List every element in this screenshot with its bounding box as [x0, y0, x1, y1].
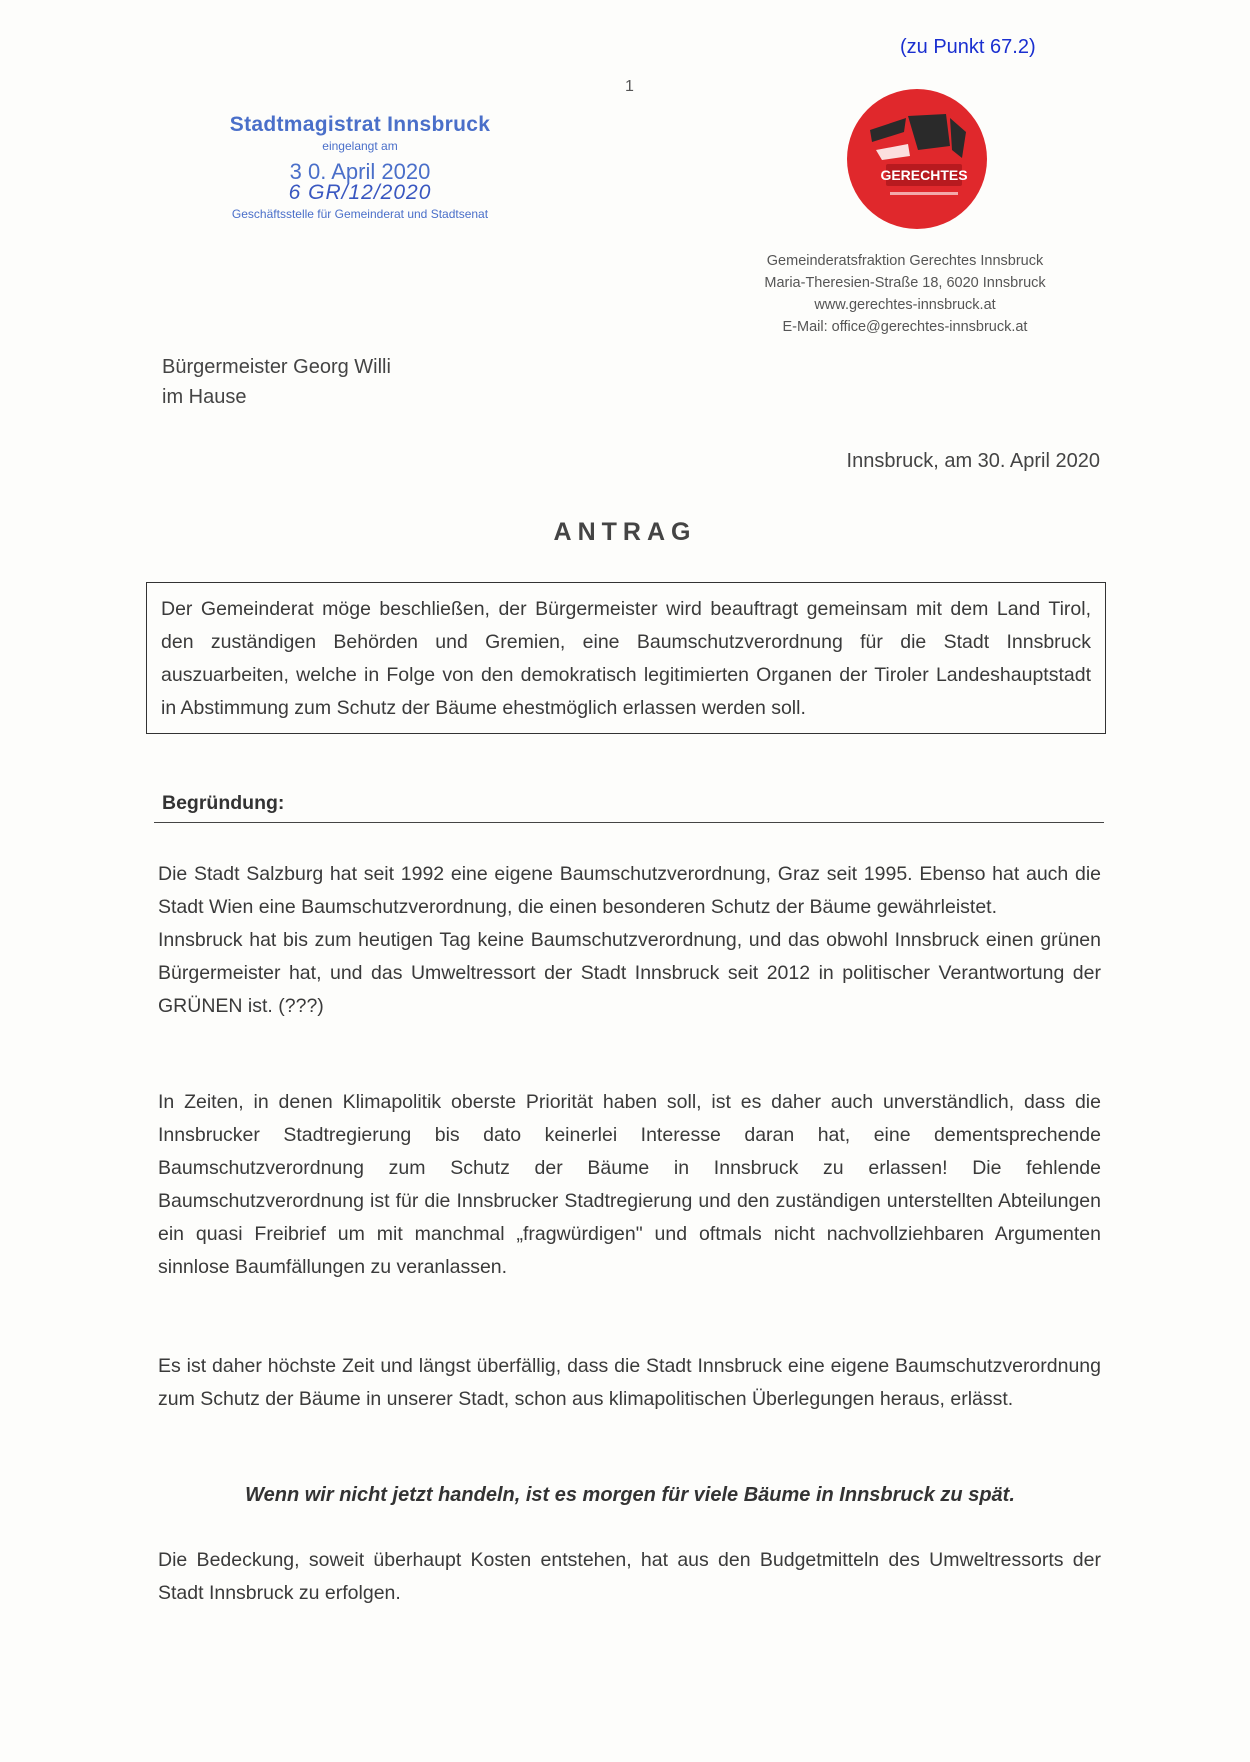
stamp-date: 3 0. April 2020 — [289, 159, 431, 184]
emphasis-statement: Wenn wir nicht jetzt handeln, ist es morgen für viele Bäume in Innsbruck zu spät. — [245, 1484, 1015, 1506]
recipient-block — [162, 352, 391, 412]
sender-address — [700, 250, 1110, 338]
document-title: ANTRAG — [553, 518, 697, 546]
sender-email: E-Mail: office@gerechtes-innsbruck.at — [782, 319, 1028, 335]
sender-street: Maria-Theresien-Straße 18, 6020 Innsbruck — [764, 275, 1046, 291]
stamp-office: Geschäftsstelle für Gemeinderat und Stadtsenat — [231, 207, 489, 221]
logo-text: GERECHTES — [880, 167, 968, 183]
paragraph-climate-policy: In Zeiten, in denen Klimapolitik oberste Priorität haben soll, ist es daher auch unverständlich, dass die Innsbrucker Stadtregierung bis dato keinerlei Interesse daran hat, eine dementsprechende Baumschutzverordnung zum Schutz der Bäume in Innsbruck zu erlassen! Die fehlende Baumschutzverordnung ist für die Innsbrucker Stadtregierung und den zuständigen unterstellten Abteilungen ein quasi Freibrief um mit manchmal „fragwürdigen" und oftmals nicht nachvollziehbaren Argumenten sinnlose Baumfällungen zu veranlassen. — [158, 1091, 1101, 1278]
reason-heading: Begründung: — [162, 792, 285, 814]
stamp-handwritten-reference: 6 GR/12/2020 — [288, 181, 432, 204]
paragraph-funding: Die Bedeckung, soweit überhaupt Kosten entstehen, hat aus den Budgetmitteln des Umweltressorts der Stadt Innsbruck zu erfolgen. — [158, 1549, 1101, 1604]
stamp-title: Stadtmagistrat Innsbruck — [229, 113, 491, 136]
stamp-received-label: eingelangt am — [322, 139, 398, 153]
sender-fraction: Gemeinderatsfraktion Gerechtes Innsbruck — [766, 253, 1044, 269]
paragraph-comparison — [158, 858, 1101, 1023]
received-stamp — [200, 113, 520, 221]
recipient-location: im Hause — [162, 386, 247, 408]
motion-text-box: Der Gemeinderat möge beschließen, der Bürgermeister wird beauftragt gemeinsam mit dem Land Tirol, den zuständigen Behörden und Gremien, eine Baumschutzverordnung für die Stadt Innsbruck auszuarbeiten, welche in Folge von den demokratisch legitimierten Organen der Tiroler Landeshauptstadt in Abstimmung zum Schutz der Bäume ehestmöglich erlassen werden soll. — [146, 582, 1106, 734]
page-number: 1 — [625, 78, 634, 95]
sender-website: www.gerechtes-innsbruck.at — [814, 297, 996, 313]
recipient-name: Bürgermeister Georg Willi — [162, 356, 391, 378]
paragraph-other-cities: Die Stadt Salzburg hat seit 1992 eine eigene Baumschutzverordnung, Graz seit 1995. Ebenso hat auch die Stadt Wien eine Baumschutzverordnung, die einen besonderen Schutz der Bäume gewährleistet. — [158, 863, 1101, 918]
reference-note: (zu Punkt 67.2) — [900, 36, 1036, 58]
party-logo — [846, 88, 988, 230]
heading-divider — [154, 822, 1104, 823]
paragraph-innsbruck-status: Innsbruck hat bis zum heutigen Tag keine Baumschutzverordnung, und das obwohl Innsbruck einen grünen Bürgermeister hat, und das Umweltressort der Stadt Innsbruck seit 2012 in politischer Verantwortung der GRÜNEN ist. (???) — [158, 929, 1101, 1017]
paragraph-urgency: Es ist daher höchste Zeit und längst überfällig, dass die Stadt Innsbruck eine eigene Baumschutzverordnung zum Schutz der Bäume in unserer Stadt, schon aus klimapolitischen Überlegungen heraus, erlässt. — [158, 1355, 1101, 1410]
place-date: Innsbruck, am 30. April 2020 — [846, 450, 1100, 472]
